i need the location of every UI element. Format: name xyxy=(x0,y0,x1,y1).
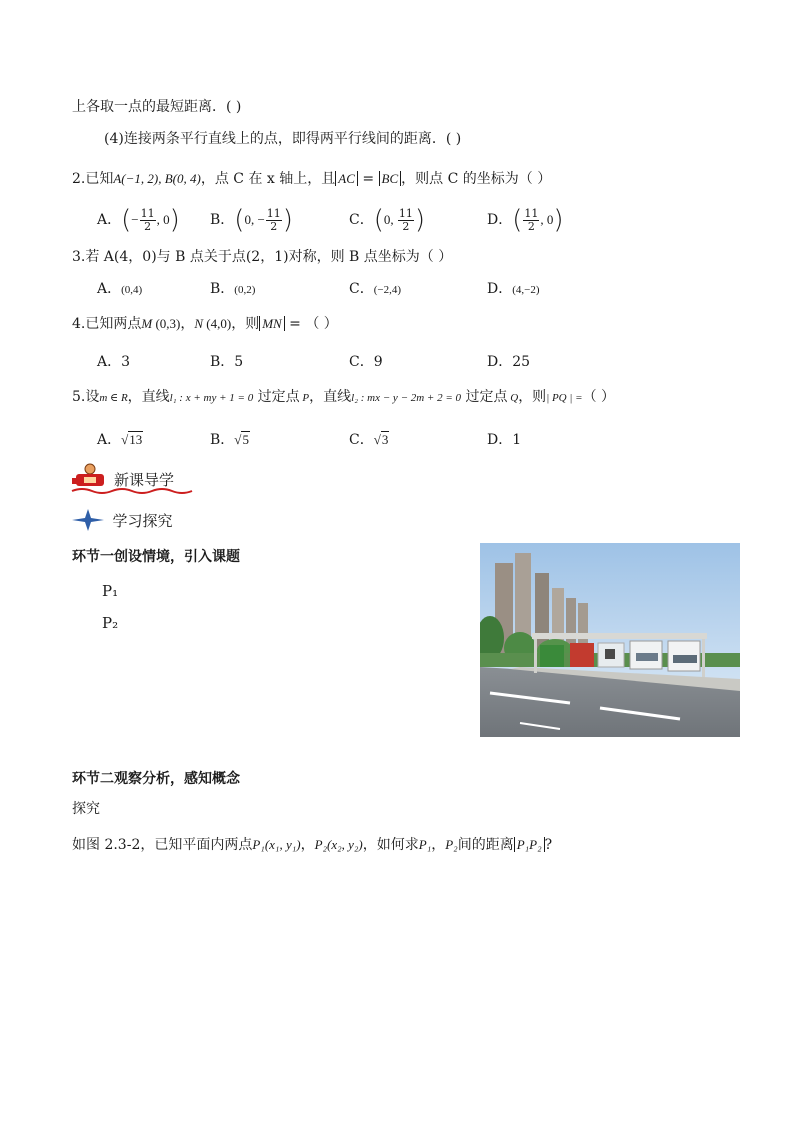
text-line-2: (4)连接两条平行直线上的点，即得两平行线间的距离．( ) xyxy=(104,131,462,147)
question-3: 3.若 A(4，0)与 B 点关于点(2，1)对称，则 B 点坐标为（ ） xyxy=(72,249,453,265)
q2-option-b[interactable]: B．(0, − $\frac{11}{2}$ ) xyxy=(210,205,293,235)
banner-title: 新课导学 xyxy=(114,471,175,489)
q2-option-c[interactable]: C．(0, $\frac{11}{2}$ ) xyxy=(349,205,426,235)
section-heading-2: 环节二观察分析，感知概念 xyxy=(72,771,240,787)
text-line-1: 上各取一点的最短距离．( ) xyxy=(72,99,242,115)
q4-option-a[interactable]: A．3 xyxy=(97,354,131,370)
section-banner xyxy=(70,463,196,497)
q2-option-d[interactable]: D．( $\frac{11}{2}$ , 0) xyxy=(487,205,564,235)
study-heading: 学习探究 xyxy=(72,509,172,531)
q4-option-c[interactable]: C．9 xyxy=(349,354,383,370)
q5-option-a[interactable]: A．√13 xyxy=(97,432,143,448)
q3-option-d[interactable]: D．(4,−2) xyxy=(487,281,540,297)
question-2: 2.已知A(−1, 2), B(0, 4)，点 C 在 x 轴上，且 AC = BC ，则点 C 的坐标为（ ） xyxy=(72,171,552,187)
q5-option-b[interactable]: B．√5 xyxy=(210,432,249,448)
q3-option-c[interactable]: C．(−2,4) xyxy=(349,281,401,297)
section-heading-1: 环节一创设情境，引入课题 xyxy=(72,549,240,565)
paragraph-scenario: P₁ xyxy=(102,582,119,600)
q4-option-d[interactable]: D．25 xyxy=(487,354,531,370)
intro-paragraphs xyxy=(72,575,467,639)
q2-option-a[interactable]: A．(− $\frac{11}{2}$ , 0) xyxy=(97,205,180,235)
star-icon xyxy=(72,509,104,531)
question-5: 5.设m ∈ R，直线l₁ : x + my + 1 = 0 过定点 P，直线l₂ : mx − y − 2m + 2 = 0 过定点 Q，则| PQ | =（ ） xyxy=(72,389,616,405)
distance-question: 如图 2.3-2，已知平面内两点P₁(x₁, y₁)，P₂(x₂, y₂)，如何求P₁，P₂间的距离 P₁P₂ ? xyxy=(72,837,553,853)
q3-option-a[interactable]: A．(0,4) xyxy=(97,281,143,297)
question-4: 4.已知两点M (0,3)，N (4,0)，则 MN = （ ） xyxy=(72,316,338,332)
q4-option-b[interactable]: B．5 xyxy=(210,354,244,370)
q5-option-d[interactable]: D．1 xyxy=(487,432,522,448)
bus-stop-photo xyxy=(480,543,740,737)
explore-label: 探究 xyxy=(72,801,100,817)
q3-option-b[interactable]: B．(0,2) xyxy=(210,281,256,297)
paragraph-guide: P₂ xyxy=(102,614,119,632)
q5-option-c[interactable]: C．√3 xyxy=(349,432,389,448)
